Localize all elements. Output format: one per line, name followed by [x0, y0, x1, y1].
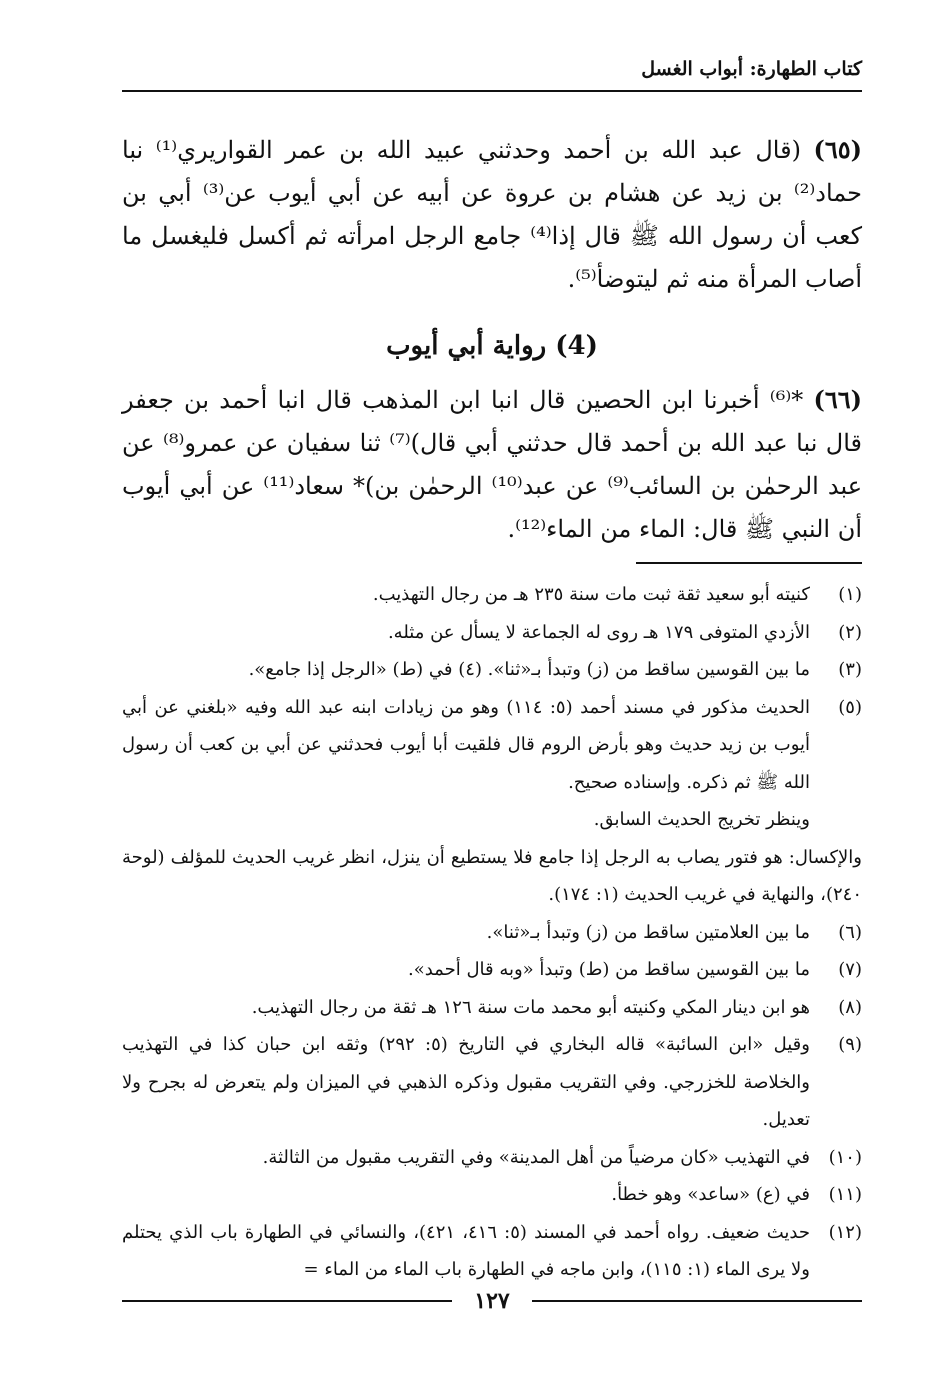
hadith-65-text: (قال عبد الله بن أحمد وحدثني عبيد الله بن عمر القواريري⁽¹⁾ نبا حماد⁽²⁾ بن زيد عن هشام بن عروة عن أبيه عن أبي أيوب عن⁽³⁾ أبي بن كعب أن رسول الله ﷺ قال إذا⁽⁴⁾ جامع الرجل امرأته ثم أكسل فليغسل ما أصاب المرأة منه ثم ليتوضأ⁽⁵⁾. — [122, 136, 863, 293]
footer-rule-right — [532, 1300, 862, 1302]
footnote-number: (١١) — [828, 1184, 862, 1205]
footnote-text: ما بين العلامتين ساقط من (ز) وتبدأ بـ«ثنا». — [486, 921, 810, 943]
footnote-number: (٢) — [838, 621, 862, 643]
footnote-number: (١) — [838, 584, 862, 605]
footnote-text: في (ع) «ساعد» وهو خطأ. — [611, 1184, 810, 1205]
page-number: ١٢٧ — [474, 1288, 510, 1314]
footnote-number: (٨) — [838, 996, 862, 1018]
footnote-number: (٩) — [838, 1034, 862, 1055]
footnote-6 — [122, 914, 862, 952]
hadith-65-block — [122, 128, 862, 301]
footnote-number: (١٢) — [828, 1221, 862, 1243]
footnote-text: الحديث مذكور في مسند أحمد (٥: ١١٤) وهو من زيادات ابنه عبد الله وفيه «بلغني عن أبي أيوب بن زيد حديث وهو بأرض الروم قال فلقيت أبا أيوب فحدثني عن أبي بن كعب أن رسول الله ﷺ ثم ذكره. وإسناده صحيح. — [122, 696, 810, 793]
footnote-5-continued-full: والإكسال: هو فتور يصاب به الرجل إذا جامع فلا يستطيع أن ينزل، انظر غريب الحديث للمؤلف (لوحة ٢٤٠)، والنهاية في غريب الحديث (١: ١٧٤). — [122, 846, 862, 905]
footnote-separator — [636, 562, 862, 564]
footnote-text: ما بين القوسين ساقط من (ط) وتبدأ «وبه قال أحمد». — [408, 959, 810, 980]
hadith-65-paragraph — [122, 128, 862, 301]
page-footer — [122, 1286, 862, 1316]
footnotes-section — [122, 576, 862, 1289]
footnote-text: وقيل «ابن السائبة» قاله البخاري في التاريخ (٥: ٢٩٢) وثقه ابن حبان كذا في التهذيب والخلاصة للخزرجي. وفي التقريب مقبول وذكره الذهبي في الميزان ولم يتعرض له بجرح ولا تعديل. — [122, 1034, 810, 1130]
footnote-text: وينظر تخريج الحديث السابق. — [593, 809, 810, 830]
footnote-number: (٣) — [838, 659, 862, 680]
hadith-66-text: *⁽⁶⁾ أخبرنا ابن الحصين قال انبا ابن المذهب قال انبا أحمد بن جعفر قال نبا عبد الله بن أحمد قال حدثني أبي قال)⁽⁷⁾ ثنا سفيان عن عمرو⁽⁸⁾ عن عبد الرحمٰن بن السائب⁽⁹⁾ عن عبد⁽¹⁰⁾ الرحمٰن بن)* سعاد⁽¹¹⁾ عن أبي أيوب أن النبي ﷺ قال: الماء من الماء⁽¹²⁾. — [122, 386, 863, 543]
footnote-7 — [122, 951, 862, 989]
footnote-text: حديث ضعيف. رواه أحمد في المسند (٥: ٤١٦، ٤٢١)، والنسائي في الطهارة باب الذي يحتلم ولا يرى الماء (١: ١١٥)، وابن ماجه في الطهارة باب الماء من الماء = — [122, 1221, 810, 1280]
footnote-3 — [122, 651, 862, 689]
footnote-9 — [122, 1026, 862, 1139]
footnote-1 — [122, 576, 862, 614]
hadith-66-paragraph — [122, 378, 862, 551]
running-head: كتاب الطهارة: أبواب الغسل — [641, 58, 862, 80]
footnote-text: في التهذيب «كان مرضياً من أهل المدينة» وفي التقريب مقبول من الثالثة. — [262, 1146, 810, 1168]
footnote-text: كنيته أبو سعيد ثقة ثبت مات سنة ٢٣٥ هـ من رجال التهذيب. — [372, 584, 810, 605]
footnote-number: (٧) — [838, 959, 862, 980]
hadith-66-block — [122, 378, 862, 551]
header-rule — [122, 90, 862, 92]
hadith-66-number: (٦٦) — [813, 385, 862, 414]
footnote-text: ما بين القوسين ساقط من (ز) وتبدأ بـ«ثنا». (٤) في (ط) «الرجل إذا جامع». — [248, 659, 810, 680]
footnote-5 — [122, 689, 862, 802]
footnote-8 — [122, 989, 862, 1027]
footnote-12 — [122, 1214, 862, 1289]
footnote-10 — [122, 1139, 862, 1177]
book-page — [122, 48, 862, 1368]
footnote-number: (٥) — [838, 696, 862, 718]
footer-rule-left — [122, 1300, 452, 1302]
footnote-11 — [122, 1176, 862, 1214]
footnote-number: (٦) — [838, 921, 862, 943]
footnote-5-continued — [122, 801, 862, 839]
hadith-65-number: (٦٥) — [813, 135, 862, 164]
section-heading: (4) رواية أبي أيوب — [386, 331, 598, 361]
footnote-text: هو ابن دينار المكي وكنيته أبو محمد مات سنة ١٢٦ هـ ثقة من رجال التهذيب. — [251, 996, 810, 1018]
footnote-2 — [122, 614, 862, 652]
footnote-number: (١٠) — [828, 1146, 862, 1168]
footnote-text: الأزدي المتوفى ١٧٩ هـ روى له الجماعة لا يسأل عن مثله. — [387, 621, 810, 643]
